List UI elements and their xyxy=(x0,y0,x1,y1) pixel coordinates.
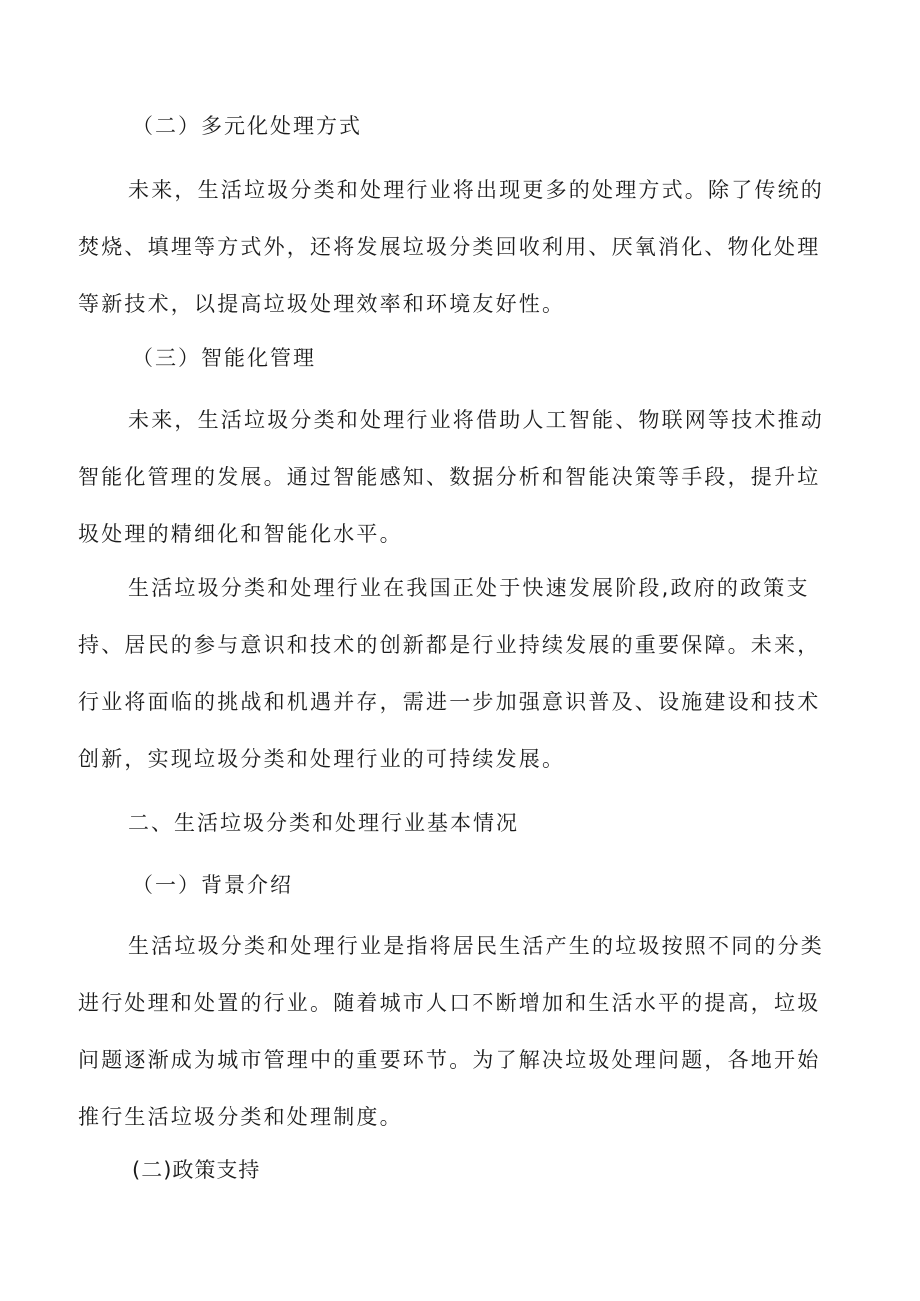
paragraph-industry-summary: 生活垃圾分类和处理行业在我国正处于快速发展阶段,政府的政策支持、居民的参与意识和技术的创新都是行业持续发展的重要保障。未来，行业将面临的挑战和机遇并存，需进一步加强意识普及、设施建设和技术创新，实现垃圾分类和处理行业的可持续发展。 xyxy=(78,576,821,771)
paragraph-smart-management: 未来，生活垃圾分类和处理行业将借助人工智能、物联网等技术推动智能化管理的发展。通过智能感知、数据分析和智能决策等手段，提升垃圾处理的精细化和智能化水平。 xyxy=(78,408,824,546)
subheading-policy-support: (二)政策支持 xyxy=(132,1158,261,1182)
subheading-diversified-processing: （二）多元化处理方式 xyxy=(132,114,362,138)
section-heading-basic-situation: 二、生活垃圾分类和处理行业基本情况 xyxy=(128,811,519,835)
subheading-background: （一）背景介绍 xyxy=(132,873,293,897)
paragraph-diversified-processing: 未来，生活垃圾分类和处理行业将出现更多的处理方式。除了传统的焚烧、填埋等方式外，还将发展垃圾分类回收利用、厌氧消化、物化处理等新技术，以提高垃圾处理效率和环境友好性。 xyxy=(78,178,824,316)
subheading-smart-management: （三）智能化管理 xyxy=(132,346,316,370)
paragraph-background: 生活垃圾分类和处理行业是指将居民生活产生的垃圾按照不同的分类进行处理和处置的行业。随着城市人口不断增加和生活水平的提高，垃圾问题逐渐成为城市管理中的重要环节。为了解决垃圾处理问题，各地开始推行生活垃圾分类和处理制度。 xyxy=(78,934,824,1129)
